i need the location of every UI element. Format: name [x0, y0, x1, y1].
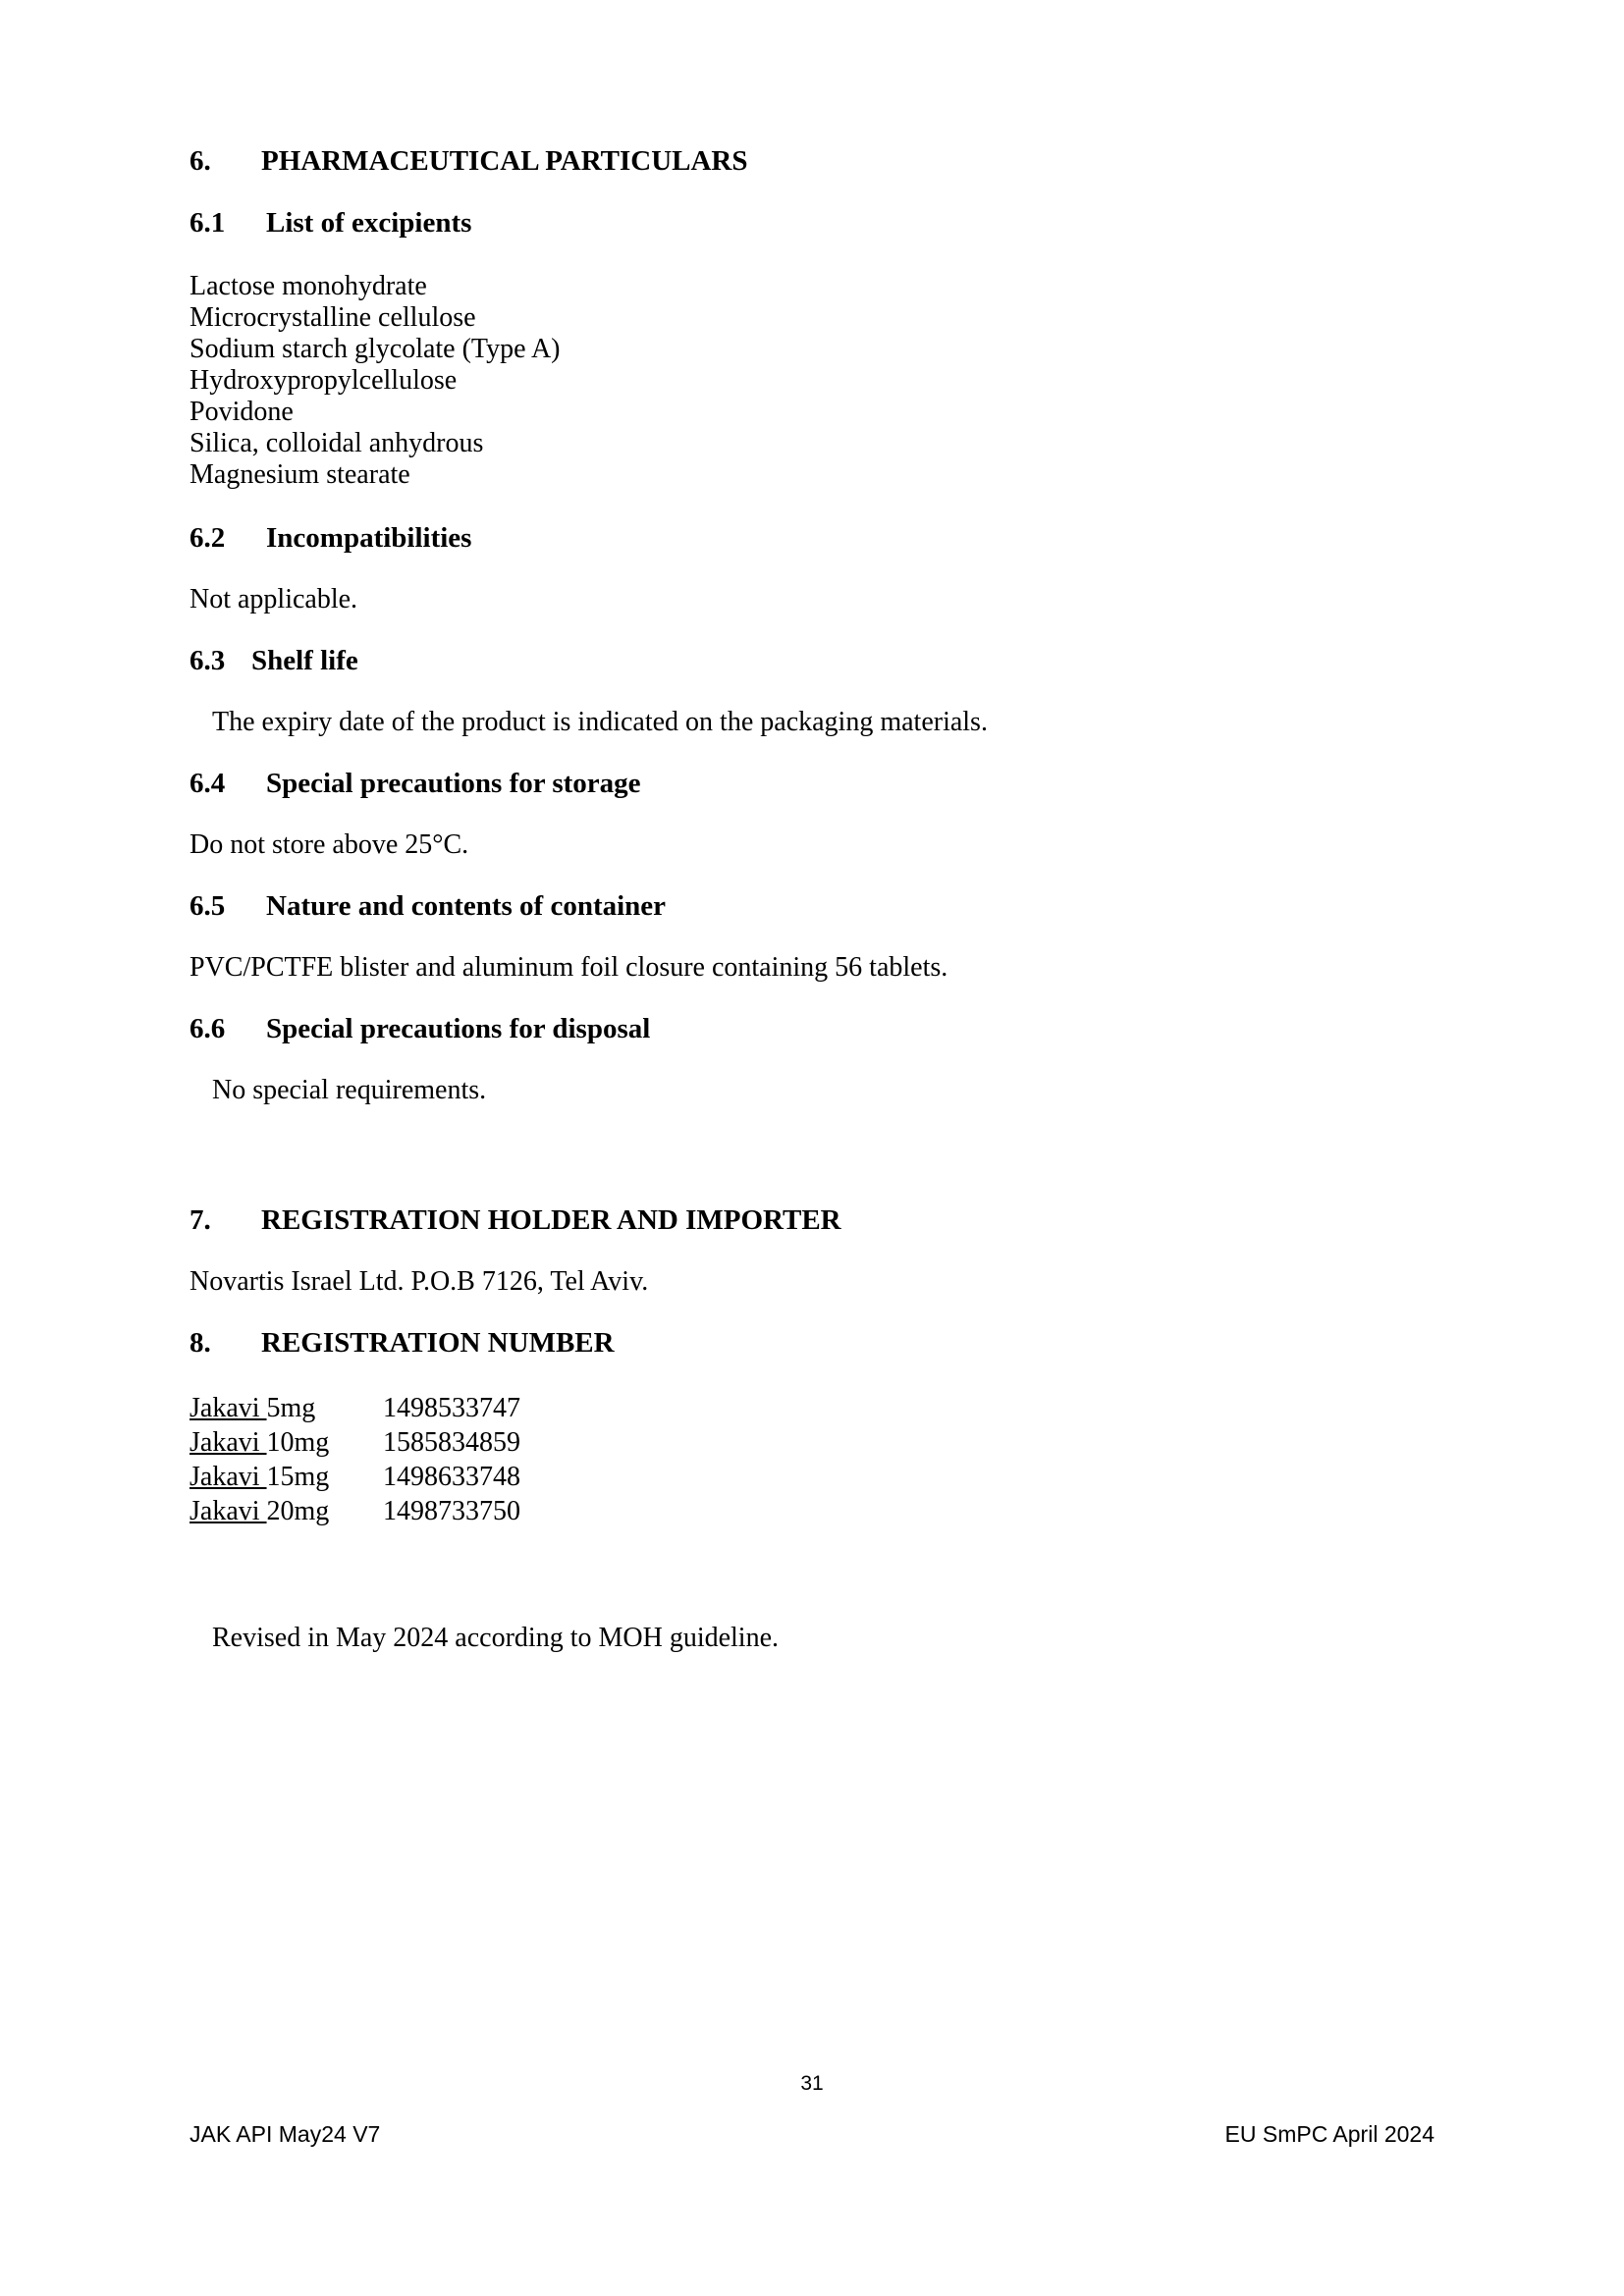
- list-item: Magnesium stearate: [189, 459, 410, 490]
- section-body-6-6: No special requirements.: [212, 1075, 487, 1105]
- section-body-6-3: The expiry date of the product is indicated on the packaging materials.: [212, 707, 988, 737]
- brand-name: Jakavi: [189, 1462, 267, 1492]
- spacer: [189, 553, 1436, 586]
- strength: 20mg: [266, 1496, 330, 1526]
- section-number-6: 6.: [189, 145, 211, 177]
- list-item: Sodium starch glycolate (Type A): [189, 334, 561, 364]
- section-number-6-2: 6.2: [189, 522, 226, 554]
- spacer: [189, 798, 1436, 831]
- spacer: [189, 491, 1436, 524]
- section-heading-6-3: [189, 647, 1436, 675]
- footer-left-text: JAK API May24 V7: [189, 2121, 381, 2147]
- brand-name: Jakavi: [189, 1393, 267, 1423]
- spacer: [189, 1235, 1436, 1268]
- section-heading-6-6: [189, 1015, 1436, 1043]
- section-heading-7: [189, 1206, 1436, 1235]
- spacer: [189, 675, 1436, 709]
- page-footer: [189, 2123, 1435, 2146]
- section-heading-6: [189, 147, 1436, 176]
- section-heading-6-1: [189, 209, 1436, 238]
- spacer: [189, 859, 1436, 892]
- spacer: [189, 1043, 1436, 1077]
- spacer: [189, 614, 1436, 647]
- section-title-6-6: Special precautions for disposal: [266, 1013, 651, 1044]
- section-heading-6-2: [189, 524, 1436, 553]
- section-number-6-4: 6.4: [189, 768, 226, 799]
- section-title-7: REGISTRATION HOLDER AND IMPORTER: [261, 1204, 841, 1236]
- list-item: Hydroxypropylcellulose: [189, 365, 458, 396]
- section-body-6-2: Not applicable.: [189, 584, 358, 614]
- section-title-6-4: Special precautions for storage: [266, 768, 641, 799]
- registration-number-table: [189, 1391, 520, 1528]
- section-title-8: REGISTRATION NUMBER: [261, 1327, 615, 1359]
- section-body-7: Novartis Israel Ltd. P.O.B 7126, Tel Aviv.: [189, 1266, 649, 1297]
- spacer: [189, 238, 1436, 271]
- registration-product: [189, 1494, 383, 1528]
- strength: 10mg: [266, 1427, 330, 1458]
- spacer: [189, 1296, 1436, 1329]
- section-body-6-5: PVC/PCTFE blister and aluminum foil closure containing 56 tablets.: [189, 952, 948, 983]
- section-number-6-1: 6.1: [189, 207, 226, 239]
- section-number-6-6: 6.6: [189, 1013, 226, 1044]
- spacer: [189, 176, 1436, 209]
- registration-number: 1498733750: [383, 1496, 520, 1526]
- document-body: [189, 147, 1436, 1652]
- section-body-6-4: Do not store above 25°C.: [189, 829, 469, 860]
- section-number-7: 7.: [189, 1204, 211, 1236]
- section-title-6-1: List of excipients: [266, 207, 472, 239]
- table-row: [189, 1425, 520, 1460]
- table-row: [189, 1494, 520, 1528]
- brand-name: Jakavi: [189, 1496, 267, 1526]
- strength: 15mg: [266, 1462, 330, 1492]
- section-number-6-5: 6.5: [189, 890, 226, 922]
- list-item: Povidone: [189, 397, 294, 427]
- registration-number: 1498533747: [383, 1393, 520, 1423]
- table-row: [189, 1391, 520, 1425]
- revision-note: Revised in May 2024 according to MOH guideline.: [212, 1623, 780, 1653]
- spacer: [189, 1358, 1436, 1391]
- section-title-6-5: Nature and contents of container: [266, 890, 667, 922]
- spacer: [189, 921, 1436, 954]
- section-heading-6-5: [189, 892, 1436, 921]
- section-title-6-2: Incompatibilities: [266, 522, 472, 554]
- brand-name: Jakavi: [189, 1427, 267, 1458]
- registration-number: 1498633748: [383, 1462, 520, 1492]
- strength: 5mg: [266, 1393, 316, 1423]
- footer-right-text: EU SmPC April 2024: [1224, 2121, 1435, 2147]
- list-item: Silica, colloidal anhydrous: [189, 428, 484, 458]
- excipients-list: [189, 271, 1436, 491]
- section-heading-6-4: [189, 770, 1436, 798]
- page-number: 31: [800, 2072, 824, 2095]
- registration-number: 1585834859: [383, 1427, 520, 1458]
- registration-product: [189, 1460, 383, 1494]
- registration-product: [189, 1391, 383, 1425]
- section-number-8: 8.: [189, 1327, 211, 1359]
- list-item: Microcrystalline cellulose: [189, 302, 476, 333]
- spacer: [189, 982, 1436, 1015]
- section-number-6-3: 6.3: [189, 645, 226, 676]
- section-title-6: PHARMACEUTICAL PARTICULARS: [261, 145, 748, 177]
- spacer: [189, 1104, 1436, 1206]
- list-item: Lactose monohydrate: [189, 271, 427, 301]
- registration-product: [189, 1425, 383, 1460]
- spacer: [189, 1528, 1436, 1625]
- spacer: [189, 736, 1436, 770]
- section-heading-8: [189, 1329, 1436, 1358]
- table-row: [189, 1460, 520, 1494]
- section-title-6-3: Shelf life: [251, 645, 358, 676]
